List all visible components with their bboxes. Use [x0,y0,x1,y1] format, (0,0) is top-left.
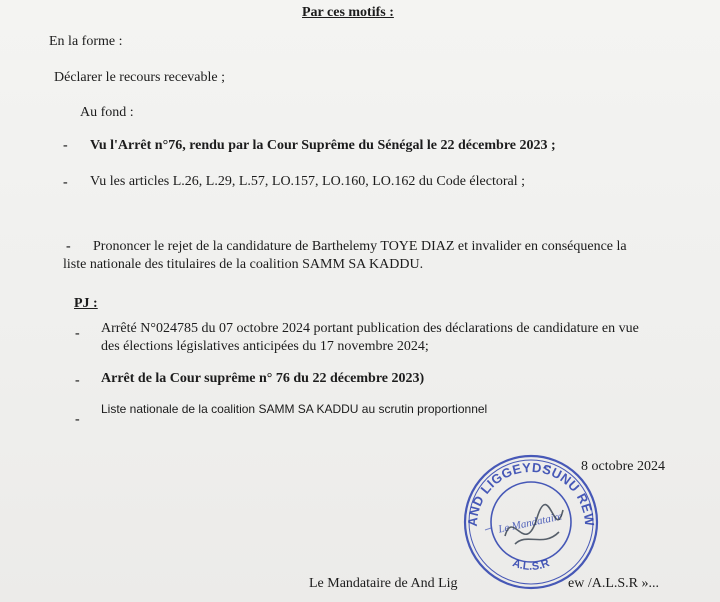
declarer-recours: Déclarer le recours recevable ; [54,70,225,85]
pj-item-3: Liste nationale de la coalition SAMM SA KADDU au scrutin proportionnel [101,402,488,416]
svg-text:Le Mandataire: Le Mandataire [497,510,564,536]
pj-item-1-line-1: Arrêté N°024785 du 07 octobre 2024 portant publication des déclarations de candidature en vue [101,321,639,336]
vu-arret: Vu l'Arrêt n°76, rendu par la Cour Suprême du Sénégal le 22 décembre 2023 ; [90,138,556,153]
mandataire-text-right: ew /A.L.S.R »... [568,576,659,591]
svg-text:AND LIGGEYDSUNU REW: AND LIGGEYDSUNU REW [464,459,598,528]
section-heading: Par ces motifs : [302,5,394,20]
pj-label: PJ : [74,296,98,311]
bullet-dash: - [63,175,68,190]
bullet-dash: - [63,138,68,153]
bullet-dash: - [75,373,80,388]
signature-date: 8 octobre 2024 [581,459,665,474]
vu-articles: Vu les articles L.26, L.29, L.57, LO.157, LO.160, LO.162 du Code électoral ; [90,174,526,189]
pj-item-1-line-2: des élections législatives anticipées du 17 novembre 2024; [101,339,429,354]
mandataire-text-left: Le Mandataire de And Lig [309,576,458,591]
svg-text:A.L.S.R: A.L.S.R [510,557,552,573]
prononcer-line-2: liste nationale des titulaires de la coalition SAMM SA KADDU. [63,257,424,272]
official-stamp [455,448,607,593]
bullet-dash: - [75,326,80,341]
prononcer-line-1: Prononcer le rejet de la candidature de Barthelemy TOYE DIAZ et invalider en conséquence la [93,239,627,254]
bullet-dash: - [66,239,71,254]
pj-item-2: Arrêt de la Cour suprême n° 76 du 22 décembre 2023) [101,371,425,386]
au-fond: Au fond : [80,105,134,120]
bullet-dash: - [75,412,80,427]
en-la-forme: En la forme : [49,34,123,49]
